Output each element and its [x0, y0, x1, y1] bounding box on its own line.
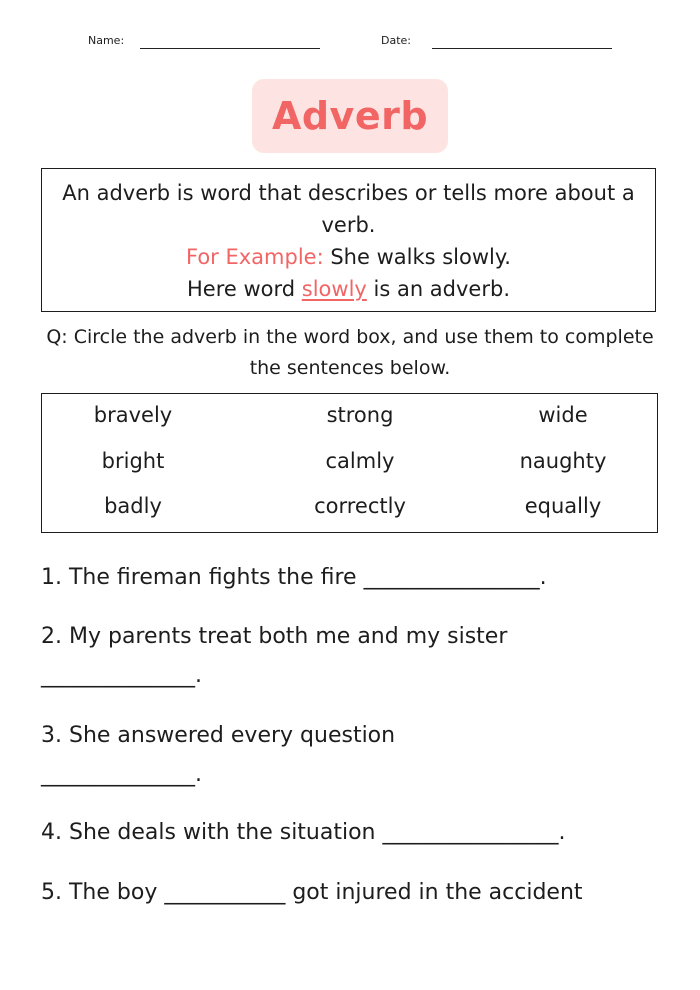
example-text: She walks slowly.	[323, 245, 511, 269]
sentence-2-blank[interactable]: ______________.	[41, 663, 202, 688]
word-box	[41, 393, 658, 533]
line4-suffix: is an adverb.	[366, 277, 510, 301]
sentence-3: 3. She answered every question	[41, 723, 396, 748]
name-line[interactable]	[140, 48, 320, 49]
definition-line-2: verb.	[321, 213, 376, 237]
highlighted-word: slowly	[301, 277, 367, 301]
date-line[interactable]	[432, 48, 612, 49]
definition-line-1: An adverb is word that describes or tells more about a	[62, 181, 635, 205]
example-line	[42, 241, 655, 273]
header-row	[0, 34, 700, 54]
question-text	[38, 322, 662, 384]
word-item[interactable]: strong	[326, 403, 394, 427]
title-banner	[252, 79, 448, 153]
name-label: Name:	[88, 34, 125, 47]
word-item[interactable]: equally	[524, 494, 602, 518]
word-item[interactable]: correctly	[314, 494, 406, 518]
question-line-1: Q: Circle the adverb in the word box, and use them to complete	[46, 326, 654, 348]
word-item[interactable]: bright	[101, 449, 165, 473]
sentence-1: 1. The fireman fights the fire ________________.	[41, 565, 547, 590]
sentence-3-blank[interactable]: ______________.	[41, 762, 202, 787]
word-item[interactable]: naughty	[519, 449, 607, 473]
question-line-2: the sentences below.	[249, 357, 451, 379]
word-item[interactable]: badly	[104, 494, 162, 518]
word-item[interactable]: wide	[538, 403, 588, 427]
definition-line-4	[42, 273, 655, 305]
sentence-4: 4. She deals with the situation ________________.	[41, 820, 566, 845]
sentence-5: 5. The boy ___________ got injured in the accident	[41, 880, 583, 905]
page-title: Adverb	[271, 94, 429, 138]
date-label: Date:	[381, 34, 411, 47]
word-item[interactable]: bravely	[93, 403, 173, 427]
example-label: For Example:	[186, 245, 324, 269]
definition-box	[41, 168, 656, 312]
sentence-2: 2. My parents treat both me and my sister	[41, 624, 508, 649]
line4-prefix: Here word	[186, 277, 302, 301]
word-item[interactable]: calmly	[325, 449, 395, 473]
